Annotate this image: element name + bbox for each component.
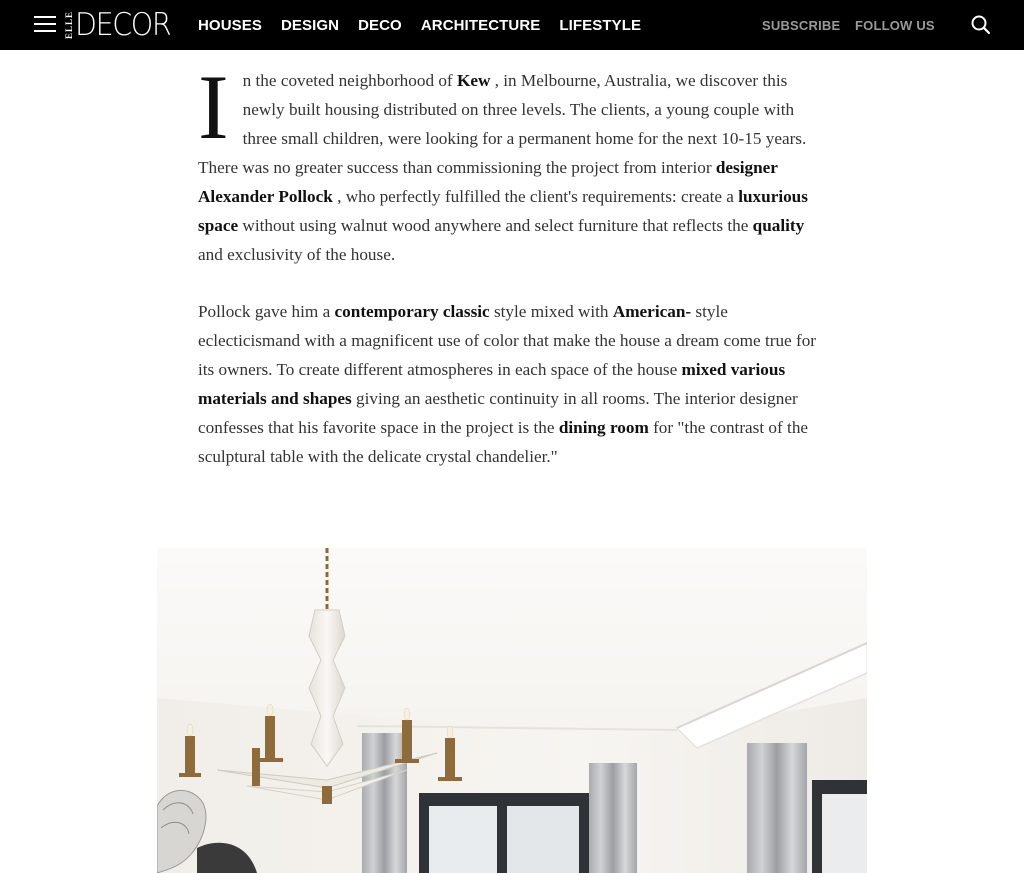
dining-room-photo [157,548,867,873]
nav-item-architecture[interactable]: ARCHITECTURE [420,16,541,34]
paragraph-text: , in Melbourne, Australia, we discover this newly built housing distributed on three levels. The clients, a young couple with three small children, were looking for a permanent home for the next 10-15 years. There was no greater success than commissioning the project from interior [198,71,807,177]
menu-line [34,30,56,32]
menu-line [34,16,56,18]
subscribe-link[interactable]: SUBSCRIBE [762,17,841,33]
site-logo[interactable] [64,7,179,43]
highlight-materials-shapes: mixed various materials and shapes [198,360,786,408]
logo-elle-text: ELLE [64,10,74,39]
follow-us-link[interactable]: FOLLOW US [855,17,935,33]
paragraph-text: for "the contrast of the sculptural table with the delicate crystal chandelier." [198,418,809,466]
paragraph-text: , who perfectly fulfilled the client's requirements: create a [332,187,739,206]
paragraph-text: without using walnut wood anywhere and select furniture that reflects the [238,216,753,235]
hamburger-menu-icon[interactable] [34,14,56,34]
drop-cap: I [198,56,229,158]
highlight-quality: quality [752,216,805,235]
highlight-designer: designer Alexander Pollock [198,158,778,206]
paragraph-text: n the coveted neighborhood of [242,71,457,90]
nav-item-houses[interactable]: HOUSES [198,16,262,34]
paragraph-text: giving an aesthetic continuity in all rooms. The interior designer confesses that his favorite space in the project is the [198,389,798,437]
article-body [198,56,832,499]
search-icon-graphic [970,14,992,36]
paragraph-text: Pollock gave him a [198,302,335,321]
menu-line [34,23,56,25]
nav-item-design[interactable]: DESIGN [280,16,340,34]
highlight-contemporary-classic: contemporary classic [334,302,490,321]
highlight-dining-room: dining room [558,418,649,437]
dining-room-illustration [157,548,867,873]
nav-item-lifestyle[interactable]: LIFESTYLE [559,16,642,34]
main-nav [198,0,660,50]
article-paragraph-1 [198,56,832,269]
logo-decor-text: DECOR [75,7,171,43]
paragraph-text: style mixed with [489,302,613,321]
nav-item-deco[interactable]: DECO [358,16,402,34]
highlight-kew: Kew [456,71,491,90]
highlight-american: American- [612,302,692,321]
article-paragraph-2 [198,297,832,471]
top-navigation-bar [0,0,1024,50]
paragraph-text: and exclusivity of the house. [198,245,396,264]
search-icon[interactable] [970,14,992,36]
paragraph-text: style eclecticismand with a magnificent use of color that make the house a dream come true for its owners. To create different atmospheres in each space of the house [198,302,817,379]
highlight-luxurious-space: luxurious space [198,187,808,235]
